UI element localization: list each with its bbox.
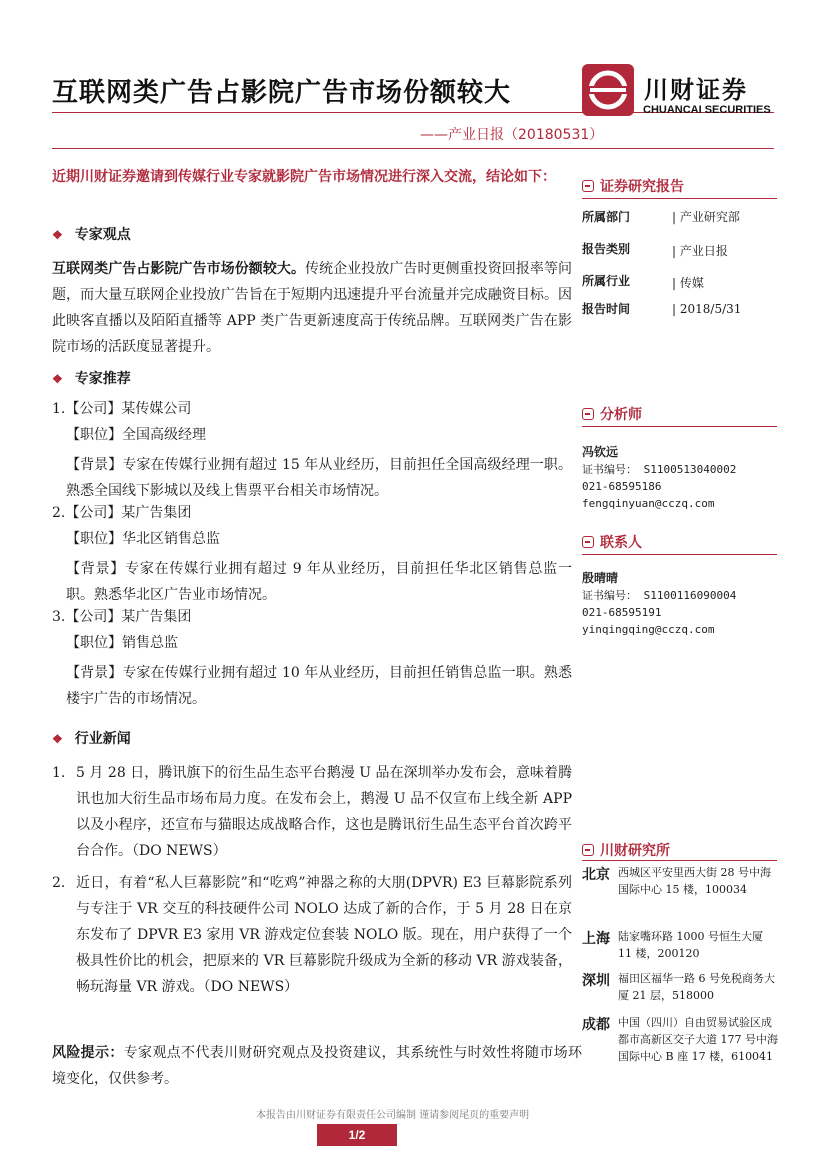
office-city: 成都 xyxy=(582,1017,610,1033)
office-address: 中国（四川）自由贸易试验区成都市高新区交子大道 177 号中海国际中心 B 座 17 楼，610041 xyxy=(618,1016,778,1063)
news-text: 5 月 28 日，腾讯旗下的衍生品生态平台鹅漫 U 品在深圳举办发布会，意味着腾讯也加大衍生品市场布局力度。在发布会上，鹅漫 U 品不仅宣布上线全新 APP 以及小程序，还宣布与猫眼达成战略合作，这也是腾讯衍生品生态平台首次跨平台合作。（DO NEWS） xyxy=(76,765,572,859)
logo-text-en: CHUANCAI SECURITIES xyxy=(643,104,771,116)
office-beijing xyxy=(582,864,778,898)
contact-icon xyxy=(582,536,594,548)
section-heading-news: ❖ 行业新闻 xyxy=(52,731,131,747)
expert-company: 2.【公司】某广告集团 xyxy=(52,505,192,521)
info-value: | 产业日报 xyxy=(672,244,728,258)
view-paragraph xyxy=(52,256,572,360)
sidebar-heading-contact: 联系人 xyxy=(582,532,642,552)
diamond-bullet-icon: ❖ xyxy=(52,372,63,386)
office-address: 陆家嘴环路 1000 号恒生大厦 11 楼，200120 xyxy=(618,930,763,960)
contact-cert: 证书编号： S1100116090004 xyxy=(582,589,737,602)
info-key: 所属部门 xyxy=(582,210,631,224)
office-city: 深圳 xyxy=(582,973,610,989)
analyst-email[interactable]: fengqinyuan@cczq.com xyxy=(582,497,715,510)
office-shenzhen xyxy=(582,970,778,1004)
diamond-bullet-icon: ❖ xyxy=(52,732,63,746)
news-text: 近日，有着“私人巨幕影院”和“吃鸡”神器之称的大朋(DPVR) E3 巨幕影院系列与专注于 VR 交互的科技硬件公司 NOLO 达成了新的合作，于 5 月 28 日在京东发布了 DPVR E3 家用 VR 游戏定位套装 NOLO 版。现在，用户获得了一个极具性价比的机会，把原来的 VR 巨幕影院升级成为全新的移动 VR 游戏装备，畅玩海量 VR 游戏。（DO NEWS） xyxy=(76,875,572,995)
report-title: 互联网类广告占影院广告市场份额较大 xyxy=(52,78,512,108)
sidebar-heading-analyst: 分析师 xyxy=(582,404,642,424)
section-heading-view: ❖ 专家观点 xyxy=(52,227,131,243)
subtitle-divider xyxy=(52,148,774,149)
expert-item xyxy=(52,604,572,712)
expert-background: 【背景】专家在传媒行业拥有超过 10 年从业经历，目前担任销售总监一职。熟悉楼宇广告的市场情况。 xyxy=(66,665,572,707)
analyst-phone: 021-68595186 xyxy=(582,480,662,493)
page-number: 1/2 xyxy=(317,1124,397,1146)
contact-email[interactable]: yinqingqing@cczq.com xyxy=(582,623,715,636)
logo-text-cn: 川财证券 xyxy=(644,76,748,104)
sidebar-divider xyxy=(582,426,777,427)
sidebar-divider xyxy=(582,554,777,555)
analyst-icon xyxy=(582,408,594,420)
expert-item xyxy=(52,500,572,608)
info-value: | 产业研究部 xyxy=(672,210,740,224)
sidebar-divider xyxy=(582,860,777,861)
institute-icon xyxy=(582,844,594,856)
expert-position: 【职位】全国高级经理 xyxy=(66,427,206,443)
sidebar-heading-institute: 川财研究所 xyxy=(582,840,670,860)
expert-position: 【职位】华北区销售总监 xyxy=(66,531,220,547)
contact-block xyxy=(582,570,777,638)
contact-name: 殷晴晴 xyxy=(582,571,619,585)
report-subtitle: ——产业日报（20180531） xyxy=(420,127,604,143)
analyst-block xyxy=(582,444,777,512)
sidebar-divider xyxy=(582,198,777,199)
report-icon xyxy=(582,180,594,192)
analyst-cert: 证书编号： S1100513040002 xyxy=(582,463,737,476)
office-address: 西城区平安里西大街 28 号中海国际中心 15 楼，100034 xyxy=(618,866,771,896)
info-key: 报告时间 xyxy=(582,302,631,316)
office-city: 北京 xyxy=(582,867,610,883)
expert-company: 1.【公司】某传媒公司 xyxy=(52,401,192,417)
info-value: | 2018/5/31 xyxy=(672,302,742,316)
info-key: 报告类别 xyxy=(582,242,631,256)
company-logo-icon xyxy=(582,64,634,116)
office-city: 上海 xyxy=(582,931,610,947)
expert-item xyxy=(52,396,572,504)
news-number: 2. xyxy=(52,875,66,891)
contact-phone: 021-68595191 xyxy=(582,606,662,619)
section-heading-experts: ❖ 专家推荐 xyxy=(52,371,131,387)
news-number: 1. xyxy=(52,765,66,781)
office-shanghai xyxy=(582,928,778,962)
news-item xyxy=(52,870,572,1000)
news-item xyxy=(52,760,572,864)
expert-position: 【职位】销售总监 xyxy=(66,635,178,651)
info-value: | 传媒 xyxy=(672,276,704,290)
intro-text: 近期川财证券邀请到传媒行业专家就影院广告市场情况进行深入交流，结论如下： xyxy=(52,169,556,185)
office-address: 福田区福华一路 6 号免税商务大厦 21 层，518000 xyxy=(618,972,775,1002)
expert-background: 【背景】专家在传媒行业拥有超过 15 年从业经历，目前担任全国高级经理一职。熟悉全国线下影城以及线上售票平台相关市场情况。 xyxy=(66,457,572,499)
expert-background: 【背景】专家在传媒行业拥有超过 9 年从业经历，目前担任华北区销售总监一职。熟悉华北区广告业市场情况。 xyxy=(66,561,572,603)
risk-label: 风险提示： xyxy=(52,1045,124,1061)
sidebar-heading-report: 证券研究报告 xyxy=(582,176,684,196)
info-key: 所属行业 xyxy=(582,274,631,288)
risk-warning xyxy=(52,1040,582,1092)
risk-text: 专家观点不代表川财研究观点及投资建议，其系统性与时效性将随市场环境变化，仅供参考。 xyxy=(52,1045,583,1087)
view-lead: 互联网类广告占影院广告市场份额较大。 xyxy=(52,261,305,277)
expert-company: 3.【公司】某广告集团 xyxy=(52,609,192,625)
analyst-name: 冯钦远 xyxy=(582,445,619,459)
view-body: 传统企业投放广告时更侧重投资回报率等问题，而大量互联网企业投放广告旨在于短期内迅速提升平台流量并完成融资目标。因此映客直播以及陌陌直播等 APP 类广告更新速度高于传统品牌。互联网类广告在影院市场的活跃度显著提升。 xyxy=(52,261,572,355)
office-chengdu xyxy=(582,1014,778,1065)
diamond-bullet-icon: ❖ xyxy=(52,228,63,242)
footer-disclaimer: 本报告由川财证券有限责任公司编制 谨请参阅尾页的重要声明 xyxy=(256,1110,530,1121)
